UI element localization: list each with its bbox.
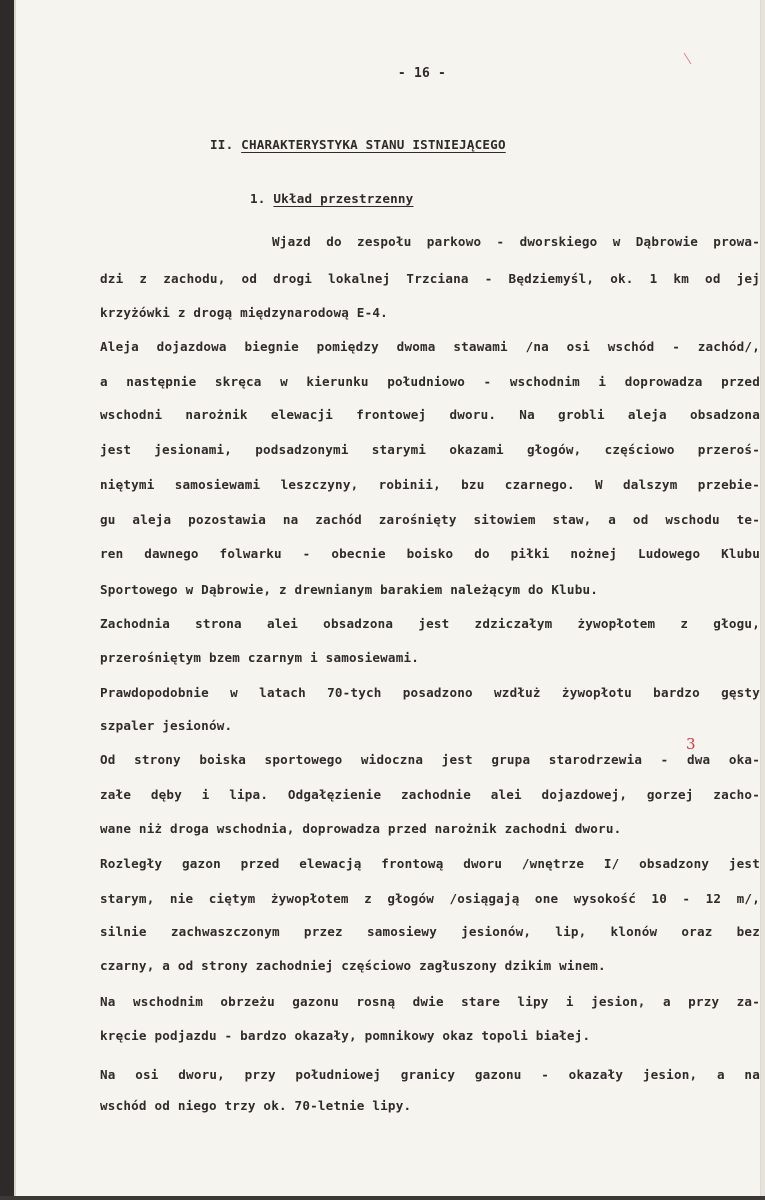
text-line: czarny, a od strony zachodniej częściowo zagłuszony dzikim winem. [100, 958, 606, 973]
text-line: niętymi samosiewami leszczyny, robinii, bzu czarnego. W dalszym przebie- [100, 477, 760, 492]
text-line: załe dęby i lipa. Odgałęzienie zachodnie alei dojazdowej, gorzej zacho- [100, 787, 760, 802]
text-line: Od strony boiska sportowego widoczna jest grupa starodrzewia - dwa oka- [100, 752, 760, 767]
text-line: Zachodnia strona alei obsadzona jest zdziczałym żywopłotem z głogu, [100, 616, 760, 631]
chapter-title: CHARAKTERYSTYKA STANU ISTNIEJĄCEGO [241, 137, 506, 152]
text-line: silnie zachwaszczonym przez samosiewy jesionów, lip, klonów oraz bez [100, 924, 760, 939]
binding-edge [0, 0, 14, 1200]
text-line: szpaler jesionów. [100, 718, 233, 733]
text-line: kręcie podjazdu - bardzo okazały, pomnikowy okaz topoli białej. [100, 1028, 591, 1043]
section-number: 1. [250, 191, 266, 206]
text-line: ren dawnego folwarku - obecnie boisko do piłki nożnej Ludowego Klubu [100, 546, 760, 561]
text-line: a następnie skręca w kierunku południowo - wschodnim i doprowadza przed [100, 374, 760, 389]
text-line: Prawdopodobnie w latach 70-tych posadzono wzdłuż żywopłotu bardzo gęsty [100, 685, 760, 700]
margin-annotation: 3 [686, 735, 696, 753]
pencil-tick-mark [682, 52, 694, 66]
text-line: przerośniętym bzem czarnym i samosiewami. [100, 650, 420, 665]
text-line: Rozległy gazon przed elewacją frontową dworu /wnętrze I/ obsadzony jest [100, 856, 760, 871]
page-number: - 16 - [397, 66, 447, 81]
text-line: Na osi dworu, przy południowej granicy gazonu - okazały jesion, a na [100, 1067, 760, 1082]
text-line: gu aleja pozostawia na zachód zarośnięty sitowiem staw, a od wschodu te- [100, 512, 760, 527]
text-line: starym, nie ciętym żywopłotem z głogów /osiągają one wysokość 10 - 12 m/, [100, 891, 760, 906]
chapter-number: II. [210, 137, 234, 152]
section-heading [250, 191, 413, 206]
text-line: Sportowego w Dąbrowie, z drewnianym barakiem należącym do Klubu. [100, 582, 599, 597]
text-line: Aleja dojazdowa biegnie pomiędzy dwoma stawami /na osi wschód - zachód/, [100, 339, 760, 354]
text-line: Wjazd do zespołu parkowo - dworskiego w Dąbrowie prowa- [272, 234, 760, 249]
text-line: jest jesionami, podsadzonymi starymi okazami głogów, częściowo przeroś- [100, 442, 760, 457]
section-title: Układ przestrzenny [273, 191, 414, 206]
text-line: wschód od niego trzy ok. 70-letnie lipy. [100, 1098, 412, 1113]
bottom-edge [0, 1196, 765, 1200]
text-line: wschodni narożnik elewacji frontowej dworu. Na grobli aleja obsadzona [100, 407, 760, 422]
text-line: krzyżówki z drogą międzynarodową E-4. [100, 305, 388, 320]
document-page [14, 0, 761, 1196]
chapter-heading [210, 137, 506, 152]
text-line: Na wschodnim obrzeżu gazonu rosną dwie stare lipy i jesion, a przy za- [100, 994, 760, 1009]
text-line: wane niż droga wschodnia, doprowadza przed narożnik zachodni dworu. [100, 821, 622, 836]
text-line: dzi z zachodu, od drogi lokalnej Trzciana - Będziemyśl, ok. 1 km od jej [100, 271, 760, 286]
